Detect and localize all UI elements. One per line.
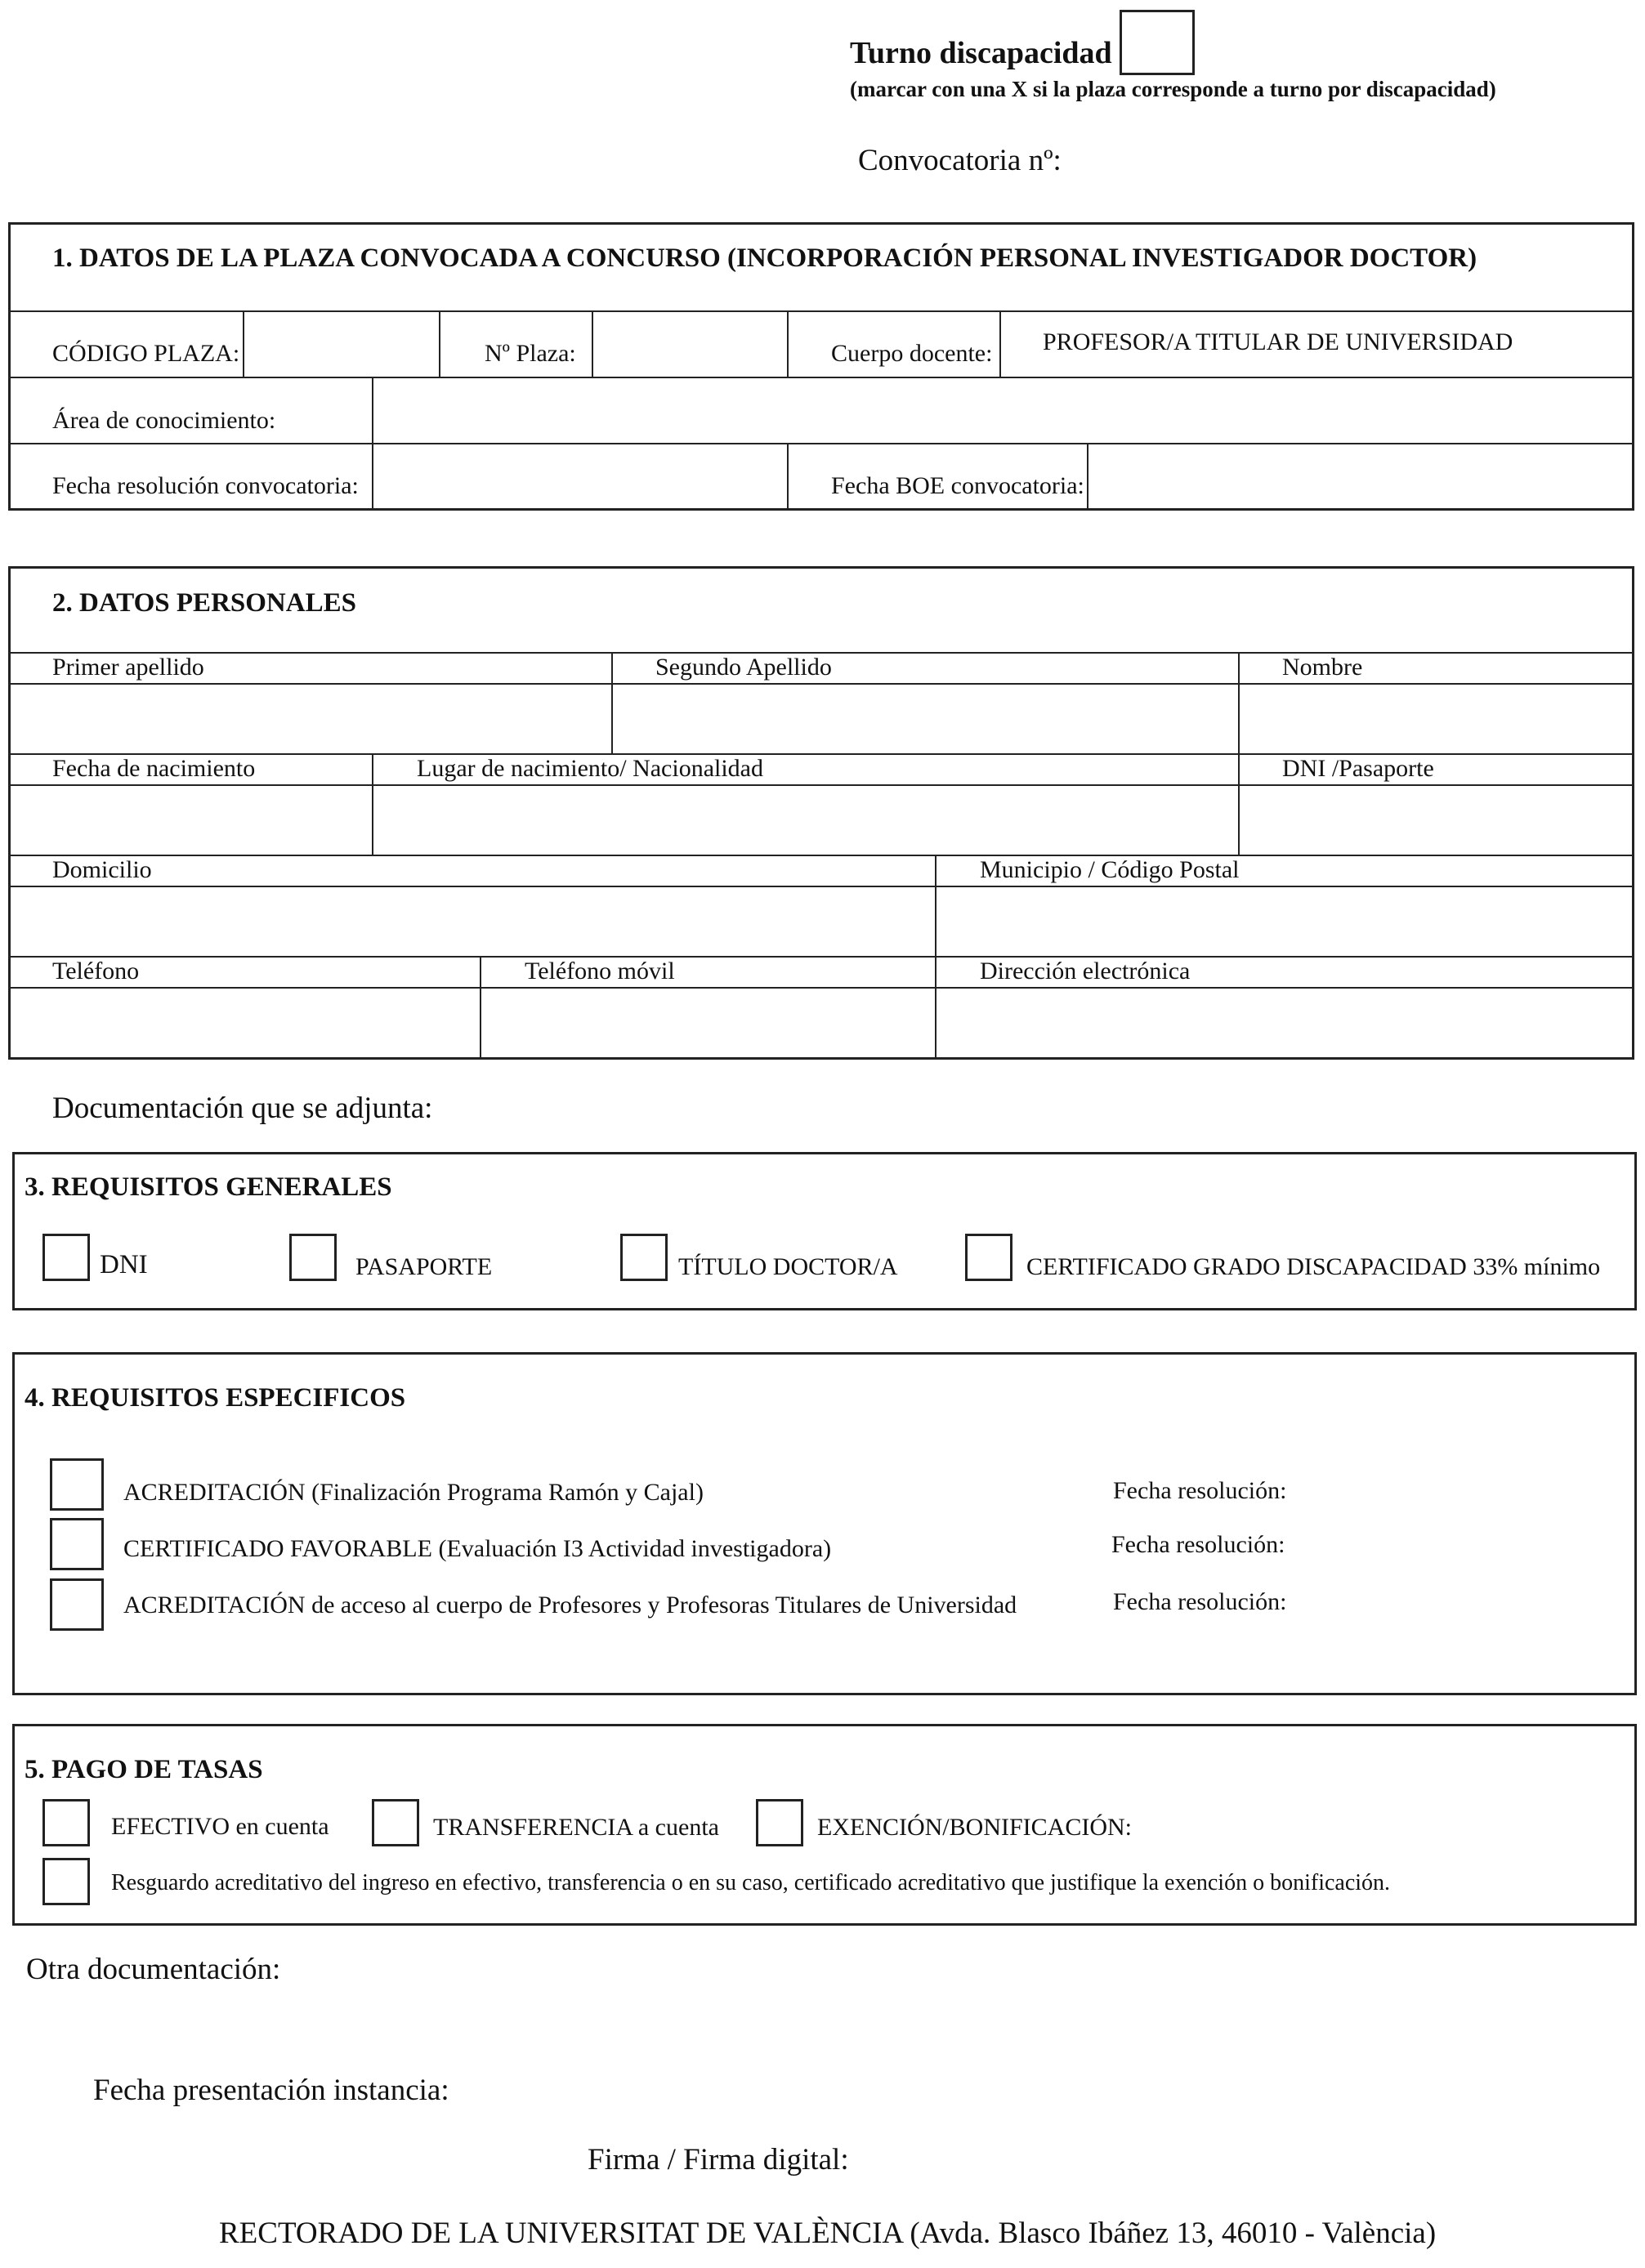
domicilio-label: Domicilio [52,856,152,883]
transferencia-label: TRANSFERENCIA a cuenta [433,1814,719,1841]
efectivo-checkbox[interactable] [42,1799,90,1846]
turno-discapacidad-label: Turno discapacidad [850,36,1112,70]
pasaporte-option-label: PASAPORTE [355,1253,493,1280]
section-1-title: 1. DATOS DE LA PLAZA CONVOCADA A CONCURSO (INCORPORACIÓN PERSONAL INVESTIGADOR DOCTOR) [52,243,1477,273]
fecha-presentacion-label: Fecha presentación instancia: [93,2074,449,2107]
lugar-nacimiento-label: Lugar de nacimiento/ Nacionalidad [417,755,763,782]
certificado-i3-checkbox[interactable] [50,1518,104,1570]
certificado-discapacidad-checkbox[interactable] [965,1234,1012,1281]
convocatoria-label: Convocatoria nº: [858,144,1062,177]
fecha-boe-field[interactable] [1088,444,1633,507]
turno-discapacidad-note: (marcar con una X si la plaza corresponde a turno por discapacidad) [850,77,1496,101]
fecha-nacimiento-field[interactable] [10,786,371,854]
titulo-doctor-option-label: TÍTULO DOCTOR/A [678,1253,898,1280]
acreditacion-titulares-checkbox[interactable] [50,1578,104,1631]
segundo-apellido-label: Segundo Apellido [655,654,832,681]
fecha-boe-label: Fecha BOE convocatoria: [831,472,1084,499]
rectorado-address: RECTORADO DE LA UNIVERSITAT DE VALÈNCIA (Avda. Blasco Ibáñez 13, 46010 - València) [219,2217,1437,2250]
exencion-checkbox[interactable] [756,1799,803,1846]
segundo-apellido-field[interactable] [613,685,1237,752]
cuerpo-docente-value: PROFESOR/A TITULAR DE UNIVERSIDAD [1043,328,1513,355]
turno-discapacidad-checkbox[interactable] [1120,10,1195,75]
acreditacion-ramon-cajal-label: ACREDITACIÓN (Finalización Programa Ramón y Cajal) [123,1479,704,1506]
documentacion-label: Documentación que se adjunta: [52,1092,433,1125]
lugar-nacimiento-field[interactable] [373,786,1237,854]
nombre-field[interactable] [1240,685,1633,752]
transferencia-checkbox[interactable] [372,1799,419,1846]
primer-apellido-field[interactable] [10,685,610,752]
email-field[interactable] [936,989,1633,1058]
telefono-label: Teléfono [52,958,140,984]
fecha-resolucion-3-label: Fecha resolución: [1113,1588,1287,1615]
titulo-doctor-checkbox[interactable] [620,1234,668,1281]
exencion-label: EXENCIÓN/BONIFICACIÓN: [817,1814,1132,1841]
codigo-plaza-label: CÓDIGO PLAZA: [52,340,240,367]
fecha-resolucion-field[interactable] [373,444,785,507]
section-2-title: 2. DATOS PERSONALES [52,588,356,618]
certificado-discapacidad-option-label: CERTIFICADO GRADO DISCAPACIDAD 33% mínimo [1026,1253,1601,1280]
telefono-movil-label: Teléfono móvil [525,958,675,984]
fecha-resolucion-label: Fecha resolución convocatoria: [52,472,359,499]
no-plaza-field[interactable] [593,312,785,375]
email-label: Dirección electrónica [980,958,1191,984]
fecha-resolucion-1-label: Fecha resolución: [1113,1477,1287,1504]
firma-label: Firma / Firma digital: [588,2143,849,2176]
codigo-plaza-field[interactable] [244,312,437,375]
fecha-nacimiento-label: Fecha de nacimiento [52,755,256,782]
otra-documentacion-label: Otra documentación: [26,1953,281,1986]
section-4-title: 4. REQUISITOS ESPECIFICOS [25,1383,406,1413]
acreditacion-titulares-label: ACREDITACIÓN de acceso al cuerpo de Profesores y Profesoras Titulares de Universidad [123,1592,1017,1618]
domicilio-field[interactable] [10,887,934,955]
section-5-title: 5. PAGO DE TASAS [25,1755,263,1784]
dni-option-label: DNI [100,1250,148,1279]
pasaporte-checkbox[interactable] [289,1234,337,1281]
efectivo-label: EFECTIVO en cuenta [111,1813,329,1840]
fecha-resolucion-2-label: Fecha resolución: [1111,1531,1285,1558]
dni-pasaporte-label: DNI /Pasaporte [1282,755,1434,782]
primer-apellido-label: Primer apellido [52,654,204,681]
section-3-title: 3. REQUISITOS GENERALES [25,1172,392,1202]
telefono-movil-field[interactable] [481,989,934,1058]
cuerpo-docente-label: Cuerpo docente: [831,340,993,367]
nombre-label: Nombre [1282,654,1363,681]
resguardo-label: Resguardo acreditativo del ingreso en efectivo, transferencia o en su caso, certificado acreditativo que justifique la exención o bonificación. [111,1870,1391,1895]
area-conocimiento-field[interactable] [373,378,1633,441]
telefono-field[interactable] [10,989,479,1058]
dni-pasaporte-field[interactable] [1240,786,1633,854]
municipio-label: Municipio / Código Postal [980,856,1240,883]
certificado-i3-label: CERTIFICADO FAVORABLE (Evaluación I3 Actividad investigadora) [123,1535,832,1562]
area-conocimiento-label: Área de conocimiento: [52,407,276,434]
resguardo-checkbox[interactable] [42,1858,90,1905]
no-plaza-label: Nº Plaza: [485,340,576,367]
acreditacion-ramon-cajal-checkbox[interactable] [50,1458,104,1511]
municipio-field[interactable] [936,887,1633,955]
dni-checkbox[interactable] [42,1234,90,1281]
